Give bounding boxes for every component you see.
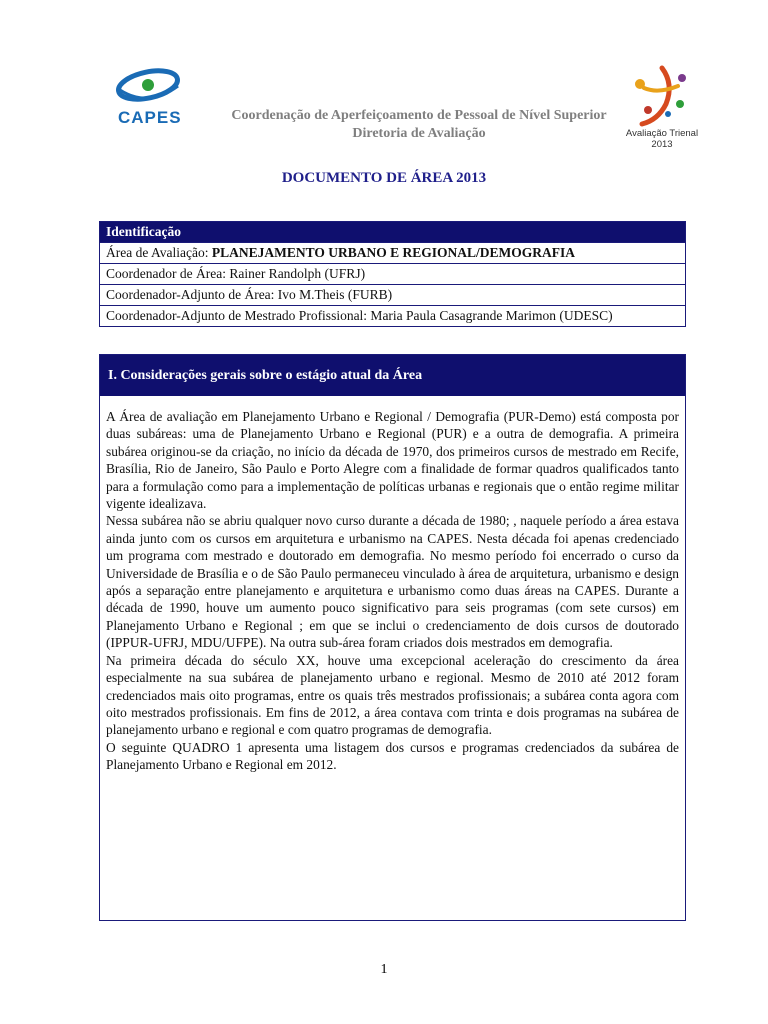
capes-logo-text: CAPES — [118, 108, 182, 127]
directorate-name: Diretoria de Avaliação — [352, 126, 486, 141]
paragraph: Na primeira década do século XX, houve uma excepcional aceleração do crescimento da área especialmente na sua subárea de planejamento urbano e regional. Mesmo de 2010 até 2012 foram credenciados mais oito programas, entre os quais três mestrados profissionais; a subárea conta agora com oito mestrados profissionais. Em fins de 2012, a área contava com trinta e dois programas na subárea de planejamento urbano e regional e com quatro programas de demografia. — [106, 652, 679, 738]
identification-heading: Identificação — [100, 222, 685, 242]
document-title: DOCUMENTO DE ÁREA 2013 — [281, 170, 487, 186]
coordinator-row: Coordenador de Área: Rainer Randolph (UFRJ) — [100, 263, 685, 284]
triennial-caption-line2: 2013 — [651, 139, 673, 150]
institution-name: Coordenação de Aperfeiçoamento de Pessoal de Nível Superior — [231, 108, 607, 123]
section-body — [100, 396, 685, 774]
deputy-coordinator-row: Coordenador-Adjunto de Área: Ivo M.Theis (FURB) — [100, 284, 685, 305]
deputy-professional-row: Coordenador-Adjunto de Mestrado Profissional: Maria Paula Casagrande Marimon (UDESC) — [100, 305, 685, 326]
page-number: 1 — [380, 962, 388, 977]
paragraph: A Área de avaliação em Planejamento Urbano e Regional / Demografia (PUR-Demo) está composta por duas subáreas: uma de Planejamento Urbano e Regional (PUR) e a outra de demografia. A primeira subárea originou-se da criação, no início da década de 1970, dos primeiros cursos de mestrado em Recife, Brasília, Rio de Janeiro, São Paulo e Porto Alegre com a finalidade de formar quadros qualificados tanto para a formulação como para a implementação de políticas urbanas e regionais que o então regime militar vigente idealizava. — [106, 409, 679, 512]
triennial-caption — [612, 128, 712, 150]
triennial-caption-line1: Avaliação Trienal — [625, 128, 699, 139]
section-general-considerations — [99, 354, 686, 921]
section-heading: I. Considerações gerais sobre o estágio atual da Área — [100, 355, 685, 396]
evaluation-area-label: Área de Avaliação: — [106, 245, 212, 260]
evaluation-area-row — [100, 242, 685, 263]
institution-header — [195, 107, 643, 143]
paragraph: O seguinte QUADRO 1 apresenta uma listagem dos cursos e programas credenciados da subárea de Planejamento Urbano e Regional em 2012. — [106, 739, 679, 773]
identification-table — [99, 221, 686, 327]
paragraph: Nessa subárea não se abriu qualquer novo curso durante a década de 1980; , naquele período a área estava ainda junto com os cursos em arquitetura e urbanismo na CAPES. Nesta década foi apenas credenciado um programa com mestrado e doutorado em demografia. No mesmo período foi encerrado o curso da Universidade de Brasília e o de São Paulo permaneceu vinculado à área de arquitetura, urbanismo e design após a separação entre planejamento e arquitetura e urbanismo como duas áreas na CAPES. Durante a década de 1990, houve um aumento pouco significativo para seis programas (com sete cursos) em Planejamento Urbano e Regional ; em que se inclui o credenciamento de dois cursos de doutorado (IPPUR-UFRJ, MDU/UFPE). Na outra sub-área foram criados dois mestrados em demografia. — [106, 513, 679, 651]
evaluation-area-value: PLANEJAMENTO URBANO E REGIONAL/DEMOGRAFIA — [211, 245, 575, 260]
